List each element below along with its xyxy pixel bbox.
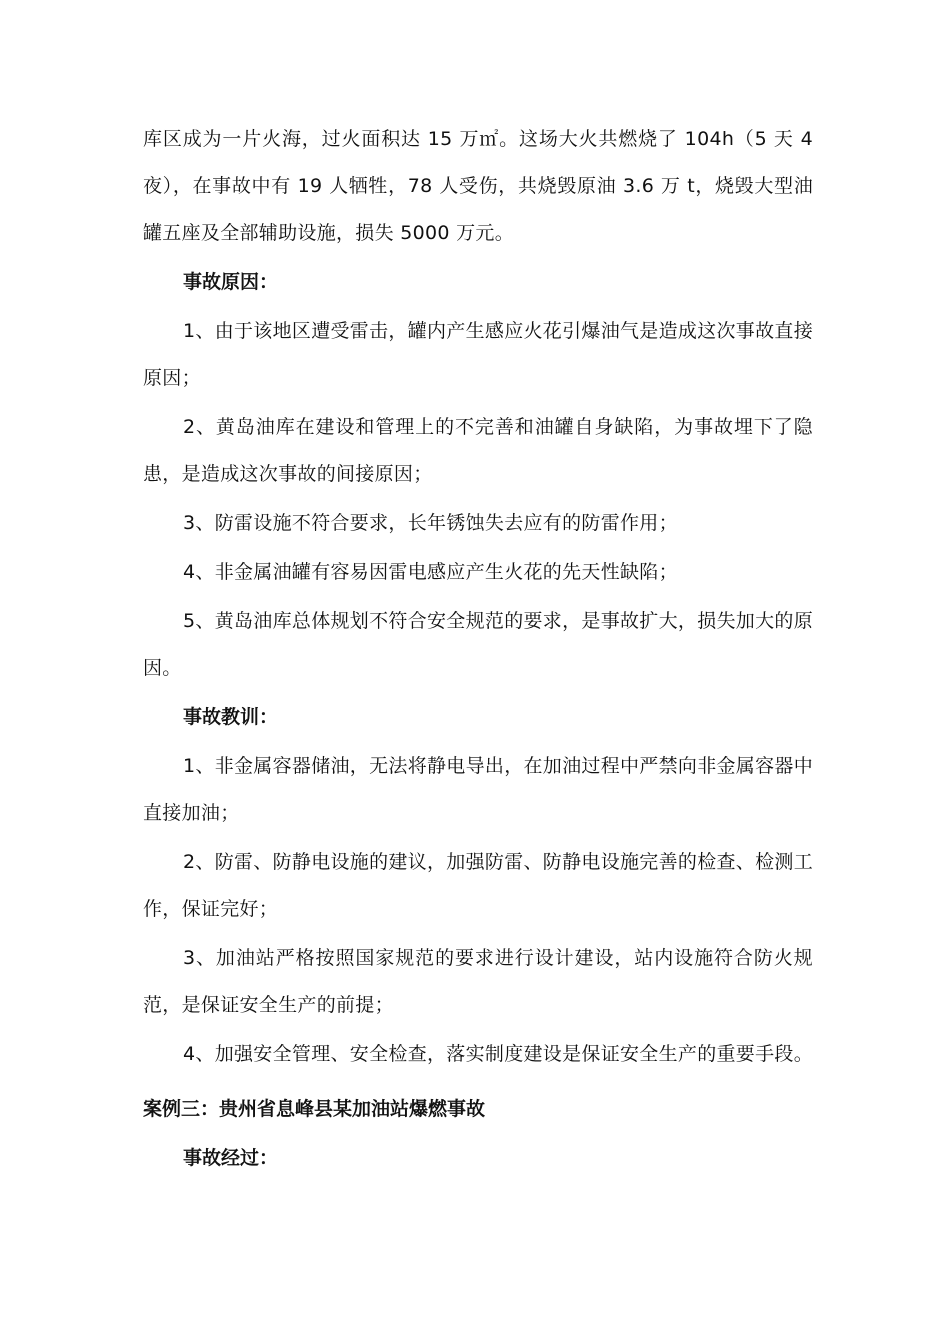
causes-heading: 事故原因： (183, 271, 279, 293)
cause-item-5: 5、黄岛油库总体规划不符合安全规范的要求，是事故扩大，损失加大的原因。 (143, 610, 813, 679)
process-heading: 事故经过： (183, 1147, 279, 1169)
cause-item-2: 2、黄岛油库在建设和管理上的不完善和油罐自身缺陷，为事故埋下了隐患，是造成这次事故的间接原因； (143, 416, 813, 485)
lesson-item-3: 3、加油站严格按照国家规范的要求进行设计建设，站内设施符合防火规范，是保证安全生产的前提； (143, 947, 813, 1016)
continuation-paragraph: 库区成为一片火海，过火面积达 15 万㎡。这场大火共燃烧了 104h（5 天 4 夜），在事故中有 19 人牺牲，78 人受伤，共烧毁原油 3.6 万 t，烧毁大型油罐五座及全部辅助设施，损失 5000 万元。 (143, 128, 813, 244)
cause-item-3: 3、防雷设施不符合要求，长年锈蚀失去应有的防雷作用； (183, 512, 678, 534)
lesson-item-1: 1、非金属容器储油，无法将静电导出，在加油过程中严禁向非金属容器中直接加油； (143, 755, 813, 824)
lesson-item-2: 2、防雷、防静电设施的建议，加强防雷、防静电设施完善的检查、检测工作，保证完好； (143, 851, 813, 920)
case-title: 案例三：贵州省息峰县某加油站爆燃事故 (143, 1098, 486, 1120)
cause-item-1: 1、由于该地区遭受雷击，罐内产生感应火花引爆油气是造成这次事故直接原因； (143, 320, 813, 389)
document-body (143, 116, 813, 1184)
lessons-heading: 事故教训： (183, 706, 279, 728)
lesson-item-4: 4、加强安全管理、安全检查，落实制度建设是保证安全生产的重要手段。 (183, 1043, 813, 1065)
cause-item-4: 4、非金属油罐有容易因雷电感应产生火花的先天性缺陷； (183, 561, 678, 583)
